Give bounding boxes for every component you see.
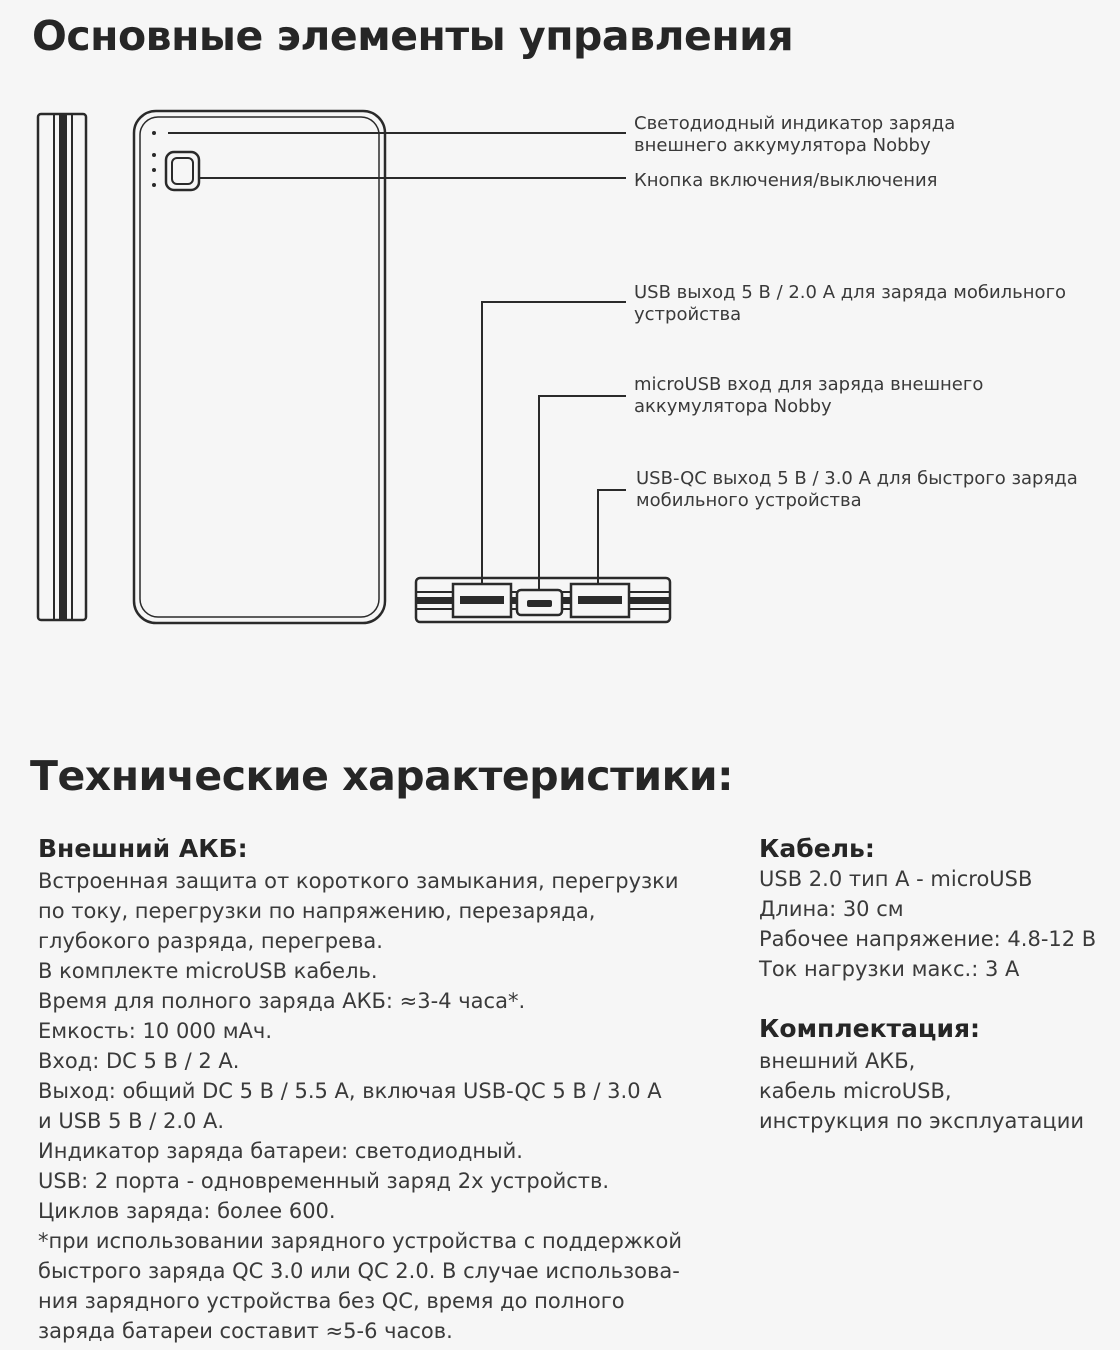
led-indicator-dots xyxy=(152,131,156,187)
callout-microusb: microUSB вход для заряда внешнего аккумулятора Nobby xyxy=(634,374,984,417)
power-button-drawing xyxy=(166,152,199,190)
battery-heading: Внешний АКБ: xyxy=(38,834,248,863)
cable-heading: Кабель: xyxy=(759,834,875,863)
leader-microusb xyxy=(539,396,626,590)
side-view-drawing xyxy=(38,114,86,620)
battery-spec-line: Время для полного заряда АКБ: ≈3-4 часа*. xyxy=(38,989,526,1013)
footnote-line: ния зарядного устройства без QC, время до полного xyxy=(38,1289,625,1313)
battery-spec-line: Емкость: 10 000 мАч. xyxy=(38,1019,272,1043)
callout-usb-out: USB выход 5 В / 2.0 А для заряда мобильного устройства xyxy=(634,282,1067,325)
leader-usb-out xyxy=(482,302,626,584)
battery-spec-line: и USB 5 В / 2.0 А. xyxy=(38,1109,225,1133)
specs-title: Технические характеристики: xyxy=(30,752,734,800)
leader-usb-qc xyxy=(598,490,626,584)
package-line: инструкция по эксплуатации xyxy=(759,1109,1084,1133)
battery-spec-line: Циклов заряда: более 600. xyxy=(38,1199,336,1223)
cable-specs-list xyxy=(759,864,1096,984)
battery-spec-line: Выход: общий DC 5 В / 5.5 А, включая USB-QC 5 В / 3.0 А xyxy=(38,1079,662,1103)
footnote-line: быстрого заряда QC 3.0 или QC 2.0. В случае использова- xyxy=(38,1259,680,1283)
package-line: внешний АКБ, xyxy=(759,1049,916,1073)
battery-spec-line: Индикатор заряда батареи: светодиодный. xyxy=(38,1139,523,1163)
cable-spec-line: USB 2.0 тип A - microUSB xyxy=(759,867,1033,891)
callout-power: Кнопка включения/выключения xyxy=(634,170,938,191)
footnote-line: заряда батареи составит ≈5-6 часов. xyxy=(38,1319,453,1343)
callout-led: Светодиодный индикатор заряда внешнего аккумулятора Nobby xyxy=(634,113,956,156)
battery-spec-line: глубокого разряда, перегрева. xyxy=(38,929,383,953)
package-line: кабель microUSB, xyxy=(759,1079,952,1103)
footnote-line: *при использовании зарядного устройства с поддержкой xyxy=(38,1229,682,1253)
battery-spec-line: Встроенная защита от короткого замыкания, перегрузки xyxy=(38,869,679,893)
package-list xyxy=(759,1046,1084,1136)
battery-spec-line: по току, перегрузки по напряжению, перезаряда, xyxy=(38,899,596,923)
battery-specs-list xyxy=(38,866,682,1346)
cable-spec-line: Ток нагрузки макс.: 3 А xyxy=(759,957,1020,981)
front-view-drawing xyxy=(134,111,385,623)
cable-spec-line: Рабочее напряжение: 4.8-12 В xyxy=(759,927,1097,951)
controls-title: Основные элементы управления xyxy=(32,12,794,60)
cable-spec-line: Длина: 30 см xyxy=(759,897,904,921)
callout-usb-qc: USB-QC выход 5 В / 3.0 А для быстрого заряда мобильного устройства xyxy=(636,468,1078,511)
usb-qc-port-right xyxy=(571,584,629,617)
package-heading: Комплектация: xyxy=(759,1014,981,1043)
usb-port-left xyxy=(453,584,511,617)
battery-spec-line: В комплекте microUSB кабель. xyxy=(38,959,378,983)
battery-spec-line: Вход: DC 5 В / 2 А. xyxy=(38,1049,240,1073)
battery-spec-line: USB: 2 порта - одновременный заряд 2х устройств. xyxy=(38,1169,610,1193)
microusb-port xyxy=(517,590,562,615)
